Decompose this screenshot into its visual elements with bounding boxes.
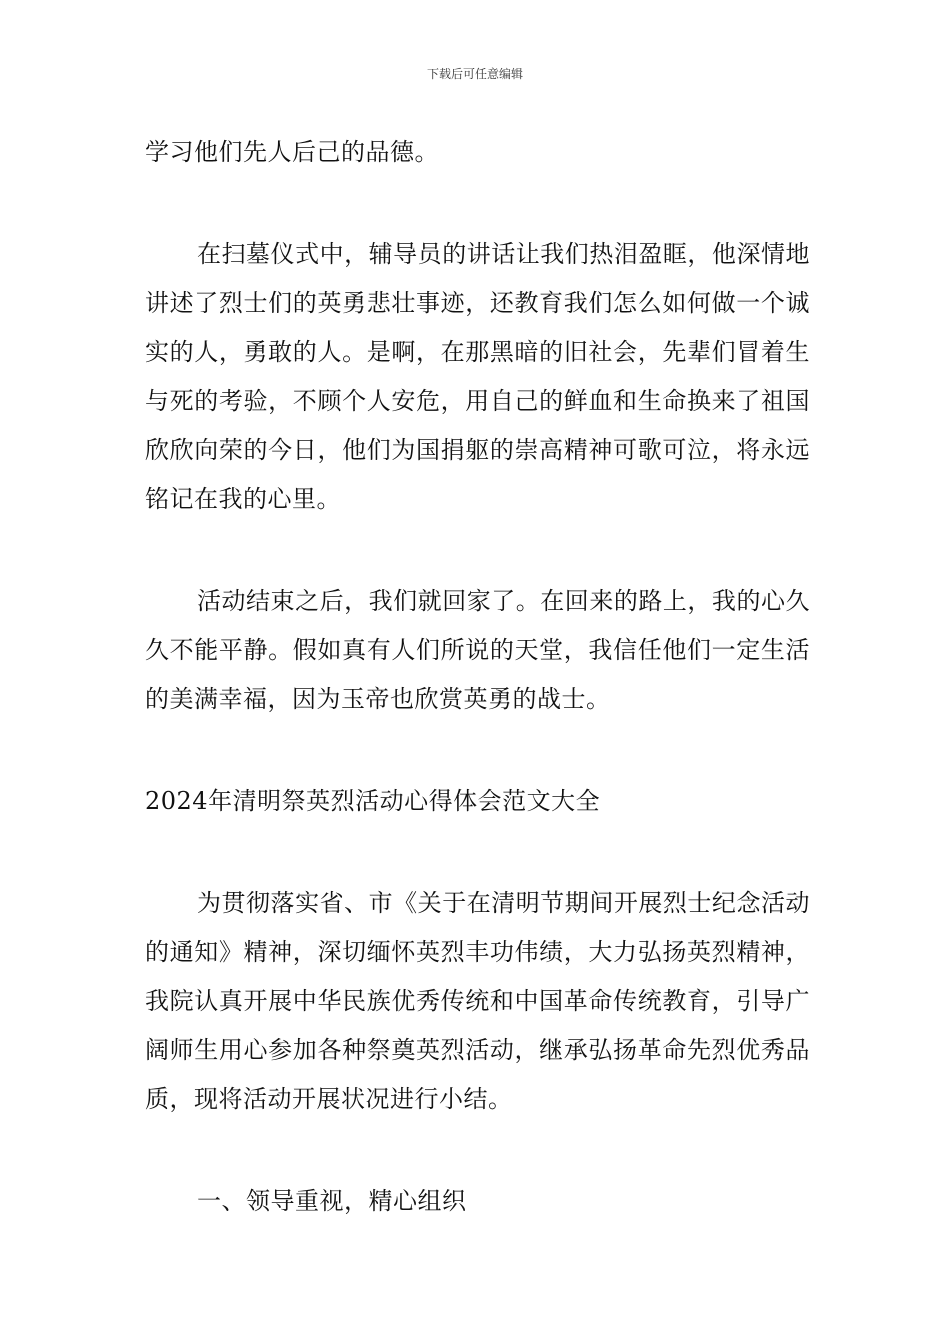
paragraph-after-activity: 活动结束之后，我们就回家了。在回来的路上，我的心久久不能平静。假如真有人们所说的天堂，我信任他们一定生活的美满幸福，因为玉帝也欣赏英勇的战士。 bbox=[145, 587, 810, 713]
paragraph-gap bbox=[145, 826, 810, 879]
paragraph-gap bbox=[145, 724, 810, 777]
paragraph-ceremony: 在扫墓仪式中，辅导员的讲话让我们热泪盈眶，他深情地讲述了烈士们的英勇悲壮事迹，还教育我们怎么如何做一个诚实的人，勇敢的人。是啊，在那黑暗的旧社会，先辈们冒着生与死的考验，不顾个人安危，用自己的鲜血和生命换来了祖国欣欣向荣的今日，他们为国捐躯的崇高精神可歌可泣，将永远铭记在我的心里。 bbox=[145, 240, 810, 513]
paragraph-gap bbox=[145, 524, 810, 577]
page-header: 下载后可任意编辑 bbox=[426, 67, 523, 81]
paragraph-summary: 为贯彻落实省、市《关于在清明节期间开展烈士纪念活动的通知》精神，深切缅怀英烈丰功伟绩，大力弘扬英烈精神，我院认真开展中华民族优秀传统和中国革命传统教育，引导广阔师生用心参加各种祭奠英烈活动，继承弘扬革命先烈优秀品质，现将活动开展状况进行小结。 bbox=[145, 889, 810, 1113]
document-body bbox=[145, 128, 810, 1226]
paragraph-continuation: 学习他们先人后己的品德。 bbox=[145, 138, 439, 166]
section-title: 2024年清明祭英烈活动心得体会范文大全 bbox=[145, 787, 601, 815]
paragraph-gap bbox=[145, 177, 810, 230]
subsection-heading: 一、领导重视，精心组织 bbox=[197, 1187, 467, 1215]
paragraph-gap bbox=[145, 1124, 810, 1177]
